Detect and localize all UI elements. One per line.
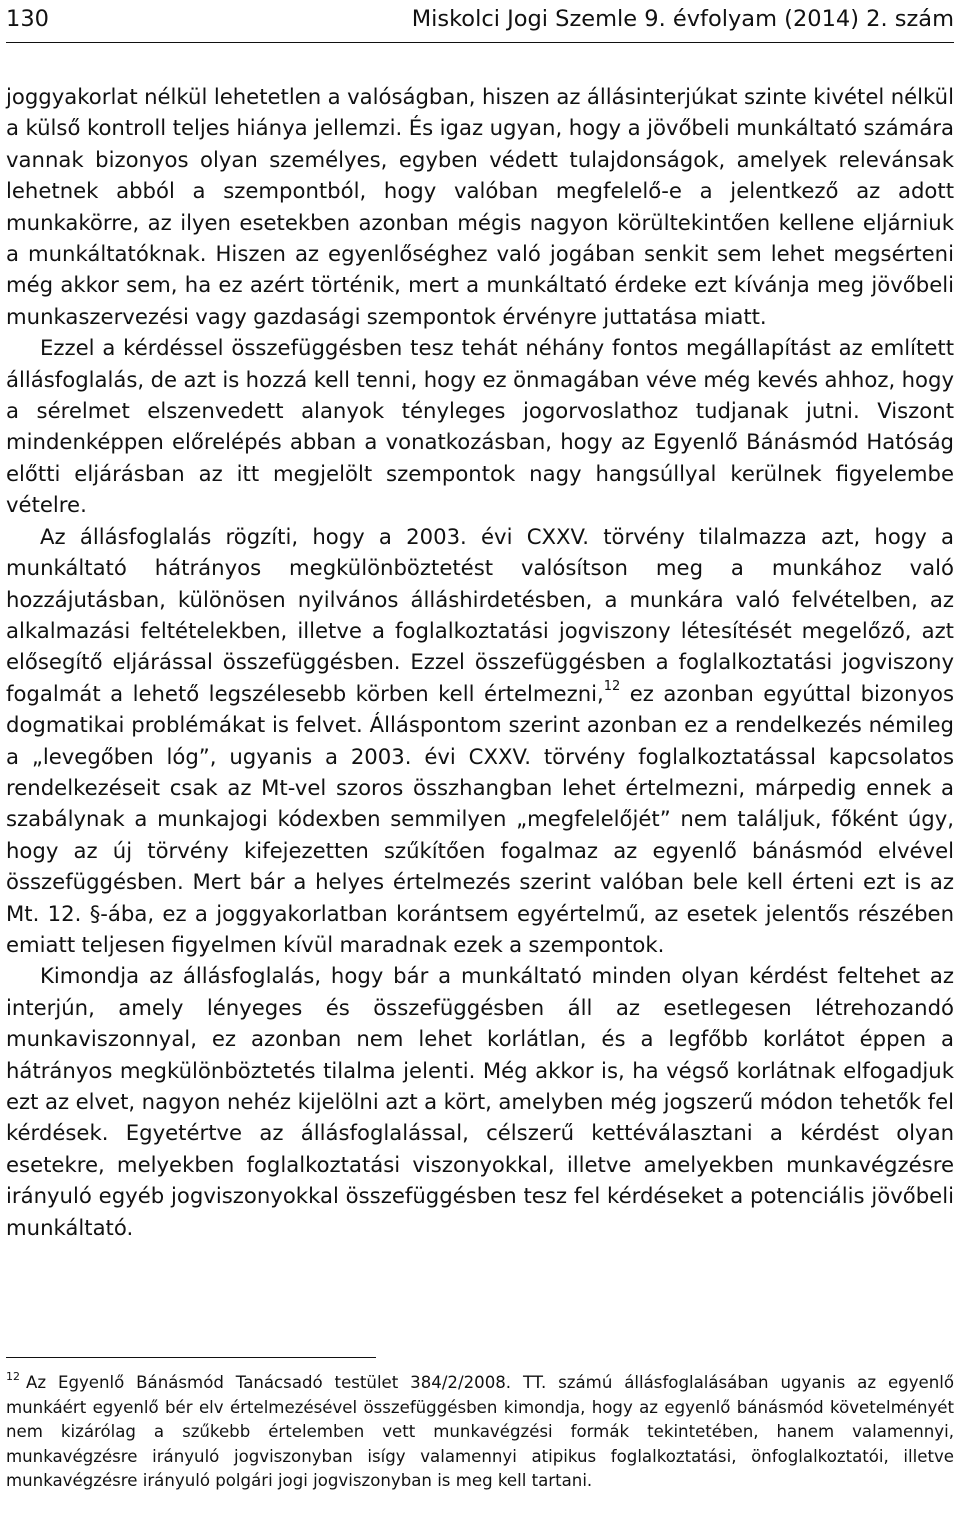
paragraph-3-text-after-ref: ez azonban egyúttal bizonyos dogmatikai problémákat is felvet. Álláspontom szerint azonban ez a rendelkezés némileg a „levegőben lóg”, ugyanis a 2003. évi CXXV. törvény foglalkoztatással kapcsolatos rendelkezéseit csak az Mt-vel szoros összhangban lehet értelmezni, márpedig ennek a szabálynak a munkajogi kódexben semmilyen „megfelelőjét” nem találjuk, főként úgy, hogy az új törvény kifejezetten szűkítően fogalmaz az egyenlő bánásmód elvével összefüggésben. Mert bár a helyes értelmezés szerint valóban bele kell érteni ezt is az Mt. 12. §-ába, ez a joggyakorlatban korántsem egyértelmű, az esetek jelentős részében emiatt teljesen figyelmen kívül maradnak ezek a szempontok.: [6, 680, 954, 957]
footnote-text: Az Egyenlő Bánásmód Tanácsadó testület 384/2/2008. TT. számú állásfoglalásában ugyanis az egyenlő munkáért egyenlő bér elv értelmezésével összefüggésben kimondja, hogy az egyenlő bánásmód követelményét nem kizárólag a szűkebb értelemben vett munkavégzési formák tekintetében, hanem valamennyi, munkavégzésre irányuló jogviszonyban isígy valamennyi atipikus foglalkoztatási, önfoglalkoztatói, illetve munkavégzésre irányuló polgári jogi jogviszonyban is meg kell tartani.: [6, 1373, 954, 1490]
body-text: [6, 81, 954, 1243]
paragraph-4: Kimondja az állásfoglalás, hogy bár a munkáltató minden olyan kérdést feltehet az interjún, amely lényeges és összefüggésben áll az esetlegesen létrehozandó munkaviszonnyal, ez azonban nem lehet korlátlan, és a legfőbb korlátot éppen a hátrányos megkülönböztetés tilalma jelenti. Még akkor is, ha végső korlátnak elfogadjuk ezt az elvet, nagyon nehéz kijelölni azt a kört, amelyben még jogszerű módon tehetők fel kérdések. Egyetértve az állásfoglalással, célszerű kettéválasztani a kérdést olyan esetekre, melyekben foglalkoztatási viszonyokkal, illetve amelyekben munkavégzésre irányuló egyéb jogviszonyokkal összefüggésben tesz fel kérdéseket a potenciális jövőbeli munkáltató.: [6, 963, 954, 1240]
paragraph-1: joggyakorlat nélkül lehetetlen a valóságban, hiszen az állásinterjúkat szinte kivétel nélkül a külső kontroll teljes hiánya jellemzi. És igaz ugyan, hogy a jövőbeli munkáltató számára vannak bizonyos olyan személyes, egyben védett tulajdonságok, amelyek relevánsak lehetnek abból a szempontból, hogy valóban megfelelő-e a jelentkező az adott munkakörre, az ilyen esetekben azonban mégis nagyon körültekintően kellene eljárniuk a munkáltatóknak. Hiszen az egyenlőséghez való jogában senkit sem lehet megsérteni még akkor sem, ha ez azért történik, mert a munkáltató érdeke ezt kívánja meg jövőbeli munkaszervezési vagy gazdasági szempontok érvényre juttatása miatt.: [6, 84, 954, 329]
footnote-12: [6, 1371, 954, 1494]
paragraph-2: Ezzel a kérdéssel összefüggésben tesz tehát néhány fontos megállapítást az említett állásfoglalás, de azt is hozzá kell tenni, hogy ez önmagában véve még kevés ahhoz, hogy a sérelmet elszenvedett alanyok tényleges jogorvoslathoz tudjanak jutni. Viszont mindenképpen előrelépés abban a vonatkozásban, hogy az Egyenlő Bánásmód Hatóság előtti eljárásban az itt megjelölt szempontok nagy hangsúllyal kerülnek figyelembe vételre.: [6, 335, 954, 518]
footnote-paragraph: [6, 1371, 954, 1494]
footnote-number: 12: [6, 1370, 20, 1383]
paragraph-3: [6, 521, 954, 961]
page-number: 130: [6, 6, 49, 32]
paragraph-3-text-before-ref: Az állásfoglalás rögzíti, hogy a 2003. évi CXXV. törvény tilalmazza azt, hogy a munkáltató hátrányos megkülönböztetést valósítson meg a munkához való hozzájutásban, különösen nyilvános álláshirdetésben, a munkára való felvételben, az alkalmazási feltételekben, illetve a foglalkoztatási jogviszony létesítését megelőző, azt elősegítő eljárással összefüggésben. Ezzel összefüggésben a foglalkoztatási jogviszony fogalmát a lehető legszélesebb körben kell értelmezni,: [6, 523, 954, 706]
journal-title: Miskolci Jogi Szemle 9. évfolyam (2014) 2. szám: [411, 6, 954, 32]
footnote-divider: [6, 1357, 376, 1358]
footnote-reference-12[interactable]: 12: [603, 678, 621, 694]
header-divider: [6, 42, 954, 43]
